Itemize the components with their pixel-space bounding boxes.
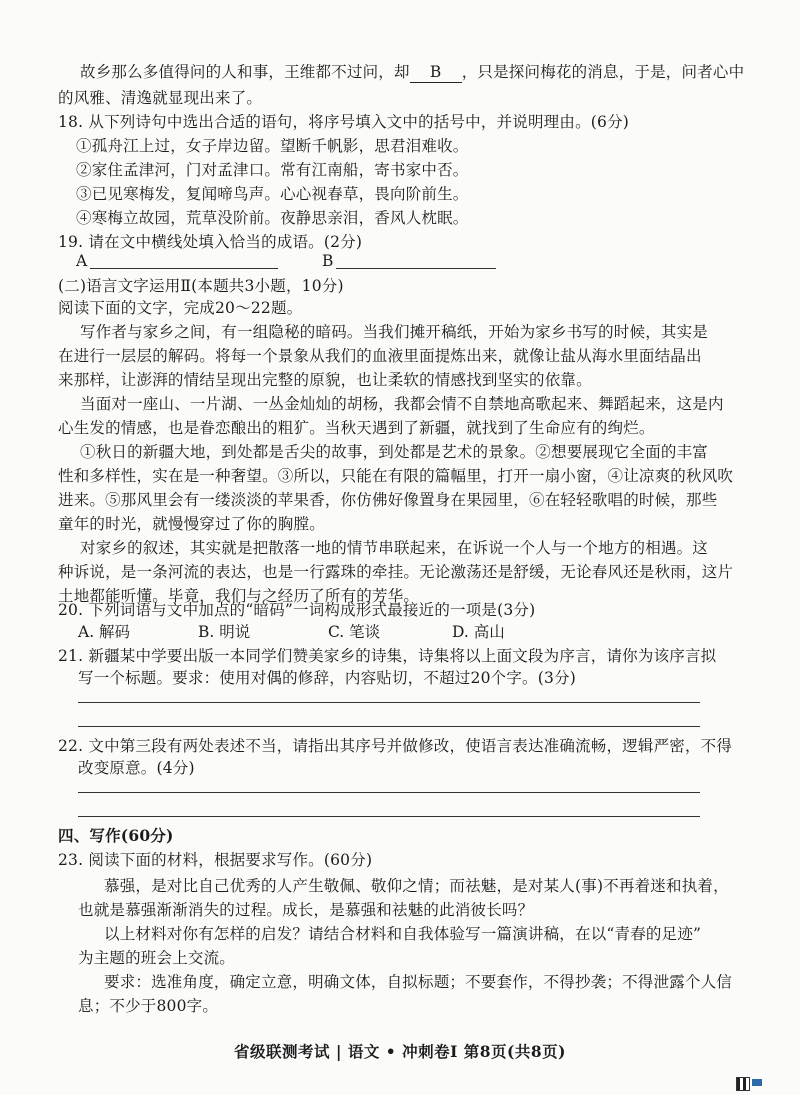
passage-line: 土地都能听懂。毕竟，我们与之经历了所有的芳华。 [58,587,420,605]
q19-label-b: B [322,252,334,270]
q23-prompt-line: 为主题的班会上交流。 [78,949,236,967]
q22-line-2: 改变原意。(4分) [78,759,195,777]
q23-material-line: 也就是慕强渐渐消失的过程。成长，是慕强和祛魅的此消彼长吗？ [78,901,534,919]
q19-answer-line-b[interactable] [336,268,496,269]
passage-line: 在进行一层层的解码。将每一个景象从我们的血液里面提炼出来，就像让盐从海水里面结晶出 [58,347,702,365]
q22-line-1: 22. 文中第三段有两处表述不当，请指出其序号并做修改，使语言表达准确流畅，逻辑严密，不得 [58,737,733,755]
blank-b: B [410,62,462,83]
passage-line: 写作者与家乡之间，有一组隐秘的暗码。当我们摊开稿纸，开始为家乡书写的时候，其实是 [80,323,709,341]
top-text-b: ，只是探问梅花的消息，于是，问者心中 [461,63,745,81]
q23-prompt-line: 以上材料对你有怎样的启发？请结合材料和自我体验写一篇演讲稿，在以“青春的足迹” [104,925,702,943]
q19-answer-line-a[interactable] [90,268,278,269]
q20-choice-c[interactable]: C. 笔谈 [328,623,381,641]
section-2-title: (二)语言文字运用Ⅱ(本题共3小题，10分) [58,277,344,295]
q19-title: 19. 请在文中横线处填入恰当的成语。(2分) [58,233,363,251]
passage-line: 来那样，让澎湃的情结呈现出完整的原貌，也让柔软的情感找到坚实的依靠。 [58,371,592,389]
top-line-1 [80,62,745,83]
top-text-a: 故乡那么多值得问的人和事，王维都不过问，却 [80,63,410,81]
page-footer: 省级联测考试 | 语文 • 冲刺卷Ⅰ 第8页(共8页) [233,1042,566,1061]
q22-answer-line-2[interactable] [78,816,700,817]
q21-line-2: 写一个标题。要求：使用对偶的修辞，内容贴切，不超过20个字。(3分) [78,669,576,687]
passage-line: 心生发的情感，也是眷恋酿出的粗犷。当秋天遇到了新疆，就找到了生命应有的绚烂。 [58,419,655,437]
passage-line: 进来。⑤那风里会有一缕淡淡的苹果香，你仿佛好像置身在果园里，⑥在轻轻歌唱的时候，那些 [58,491,718,509]
q23-title: 23. 阅读下面的材料，根据要求写作。(60分) [58,851,373,869]
watermark-logo [752,1079,764,1086]
section-4-title: 四、写作(60分) [58,826,174,845]
q18-title: 18. 从下列诗句中选出合适的语句，将序号填入文中的括号中，并说明理由。(6分) [58,113,630,131]
q20-choice-b[interactable]: B. 明说 [198,623,251,641]
q21-answer-line-2[interactable] [78,726,700,727]
passage-line: ①秋日的新疆大地，到处都是舌尖的故事，到处都是艺术的景象。②想要展现它全面的丰富 [80,443,709,461]
q22-answer-line-1[interactable] [78,792,700,793]
q21-answer-line-1[interactable] [78,702,700,703]
q23-requirements-line: 息；不少于800字。 [78,997,219,1015]
passage-line: 童年的时光，就慢慢穿过了你的胸膛。 [58,515,325,533]
q18-option-4: ④寒梅立故园，荒草没阶前。夜静思亲泪，香风人枕眠。 [76,209,469,227]
q20-choice-d[interactable]: D. 高山 [452,623,505,641]
qr-code-icon [736,1077,750,1091]
q20-choice-a[interactable]: A. 解码 [78,623,131,641]
passage-line: 对家乡的叙述，其实就是把散落一地的情节串联起来，在诉说一个人与一个地方的相遇。这 [80,539,709,557]
q23-requirements-line: 要求：选准角度，确定立意，明确文体，自拟标题；不要套作，不得抄袭；不得泄露个人信 [104,973,733,991]
passage-line: 种诉说，是一条河流的表达，也是一行露珠的牵挂。无论激荡还是舒缓，无论春风还是秋雨，这片 [58,563,734,581]
q19-label-a: A [76,252,88,270]
q18-option-1: ①孤舟江上过，女子岸边留。望断千帆影，思君泪难收。 [76,137,469,155]
q21-line-1: 21. 新疆某中学要出版一本同学们赞美家乡的诗集，诗集将以上面文段为序言，请你为该序言拟 [58,647,717,665]
q18-option-2: ②家住孟津河，门对孟津口。常有江南船，寄书家中否。 [76,161,469,179]
q23-material-line: 慕强，是对比自己优秀的人产生敬佩、敬仰之情；而祛魅，是对某人(事)不再着迷和执着， [104,877,729,895]
section-2-instruction: 阅读下面的文字，完成20～22题。 [58,299,303,317]
top-line-2: 的风雅、清逸就显现出来了。 [58,89,263,107]
passage-line: 性和多样性，实在是一种奢望。③所以，只能在有限的篇幅里，打开一扇小窗，④让凉爽的秋风吹 [58,467,734,485]
q20-title: 20. 下列词语与文中加点的“暗码”一词构成形式最接近的一项是(3分) [58,601,536,619]
q18-option-3: ③已见寒梅发，复闻啼鸟声。心心视春草，畏向阶前生。 [76,185,469,203]
passage-line: 当面对一座山、一片湖、一丛金灿灿的胡杨，我都会情不自禁地高歌起来、舞蹈起来，这是内 [80,395,724,413]
